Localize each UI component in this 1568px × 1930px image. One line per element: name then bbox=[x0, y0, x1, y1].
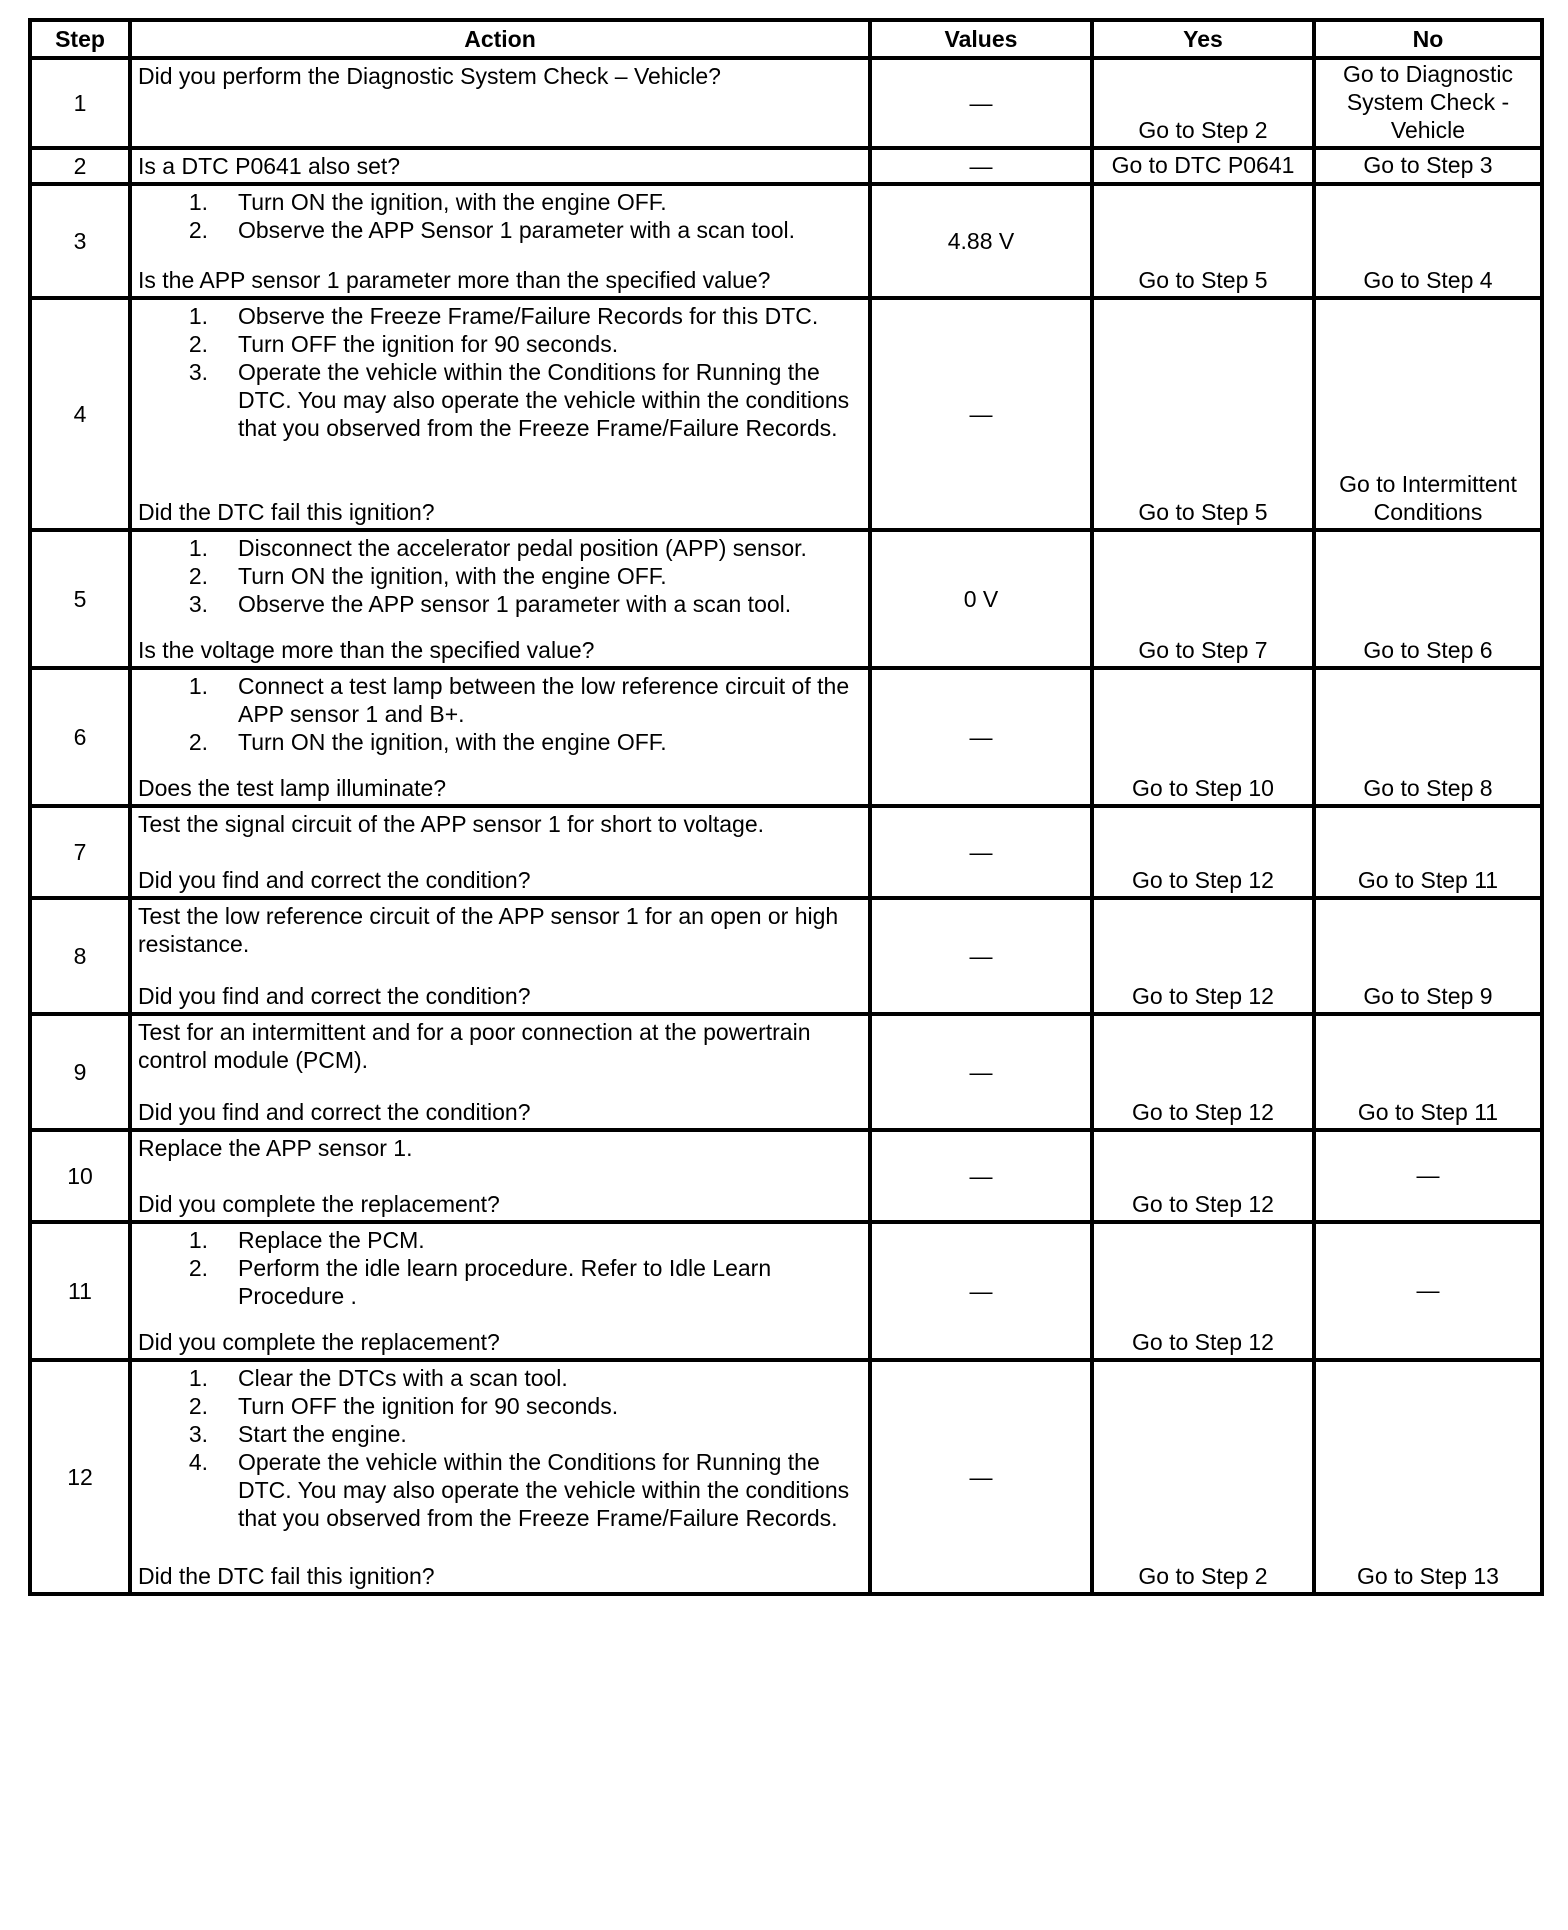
header-values: Values bbox=[870, 20, 1092, 58]
action-step-list bbox=[138, 188, 860, 244]
values-cell: — bbox=[870, 298, 1092, 530]
action-cell bbox=[130, 806, 870, 898]
list-item-number: 3. bbox=[188, 1421, 208, 1447]
action-question: Does the test lamp illuminate? bbox=[138, 775, 447, 801]
table-header-row bbox=[30, 20, 1542, 58]
action-instruction: Did you perform the Diagnostic System Check – Vehicle? bbox=[138, 63, 721, 89]
list-item bbox=[138, 330, 860, 358]
list-item-text: Turn OFF the ignition for 90 seconds. bbox=[238, 331, 619, 357]
step-number: 2 bbox=[30, 148, 130, 184]
table-row bbox=[30, 148, 1542, 184]
action-cell bbox=[130, 1360, 870, 1594]
list-item-number: 2. bbox=[188, 1393, 208, 1419]
values-cell: — bbox=[870, 1222, 1092, 1360]
list-item-number: 1. bbox=[188, 535, 208, 561]
values-cell: — bbox=[870, 58, 1092, 148]
list-item-text: Replace the PCM. bbox=[238, 1227, 425, 1253]
list-item-number: 1. bbox=[188, 1227, 208, 1253]
list-item-number: 1. bbox=[188, 1365, 208, 1391]
action-cell bbox=[130, 184, 870, 298]
list-item bbox=[138, 216, 860, 244]
no-outcome: Go to Step 3 bbox=[1314, 148, 1542, 184]
table-row bbox=[30, 668, 1542, 806]
yes-outcome: Go to Step 7 bbox=[1092, 530, 1314, 668]
action-step-list bbox=[138, 1226, 860, 1310]
step-number: 8 bbox=[30, 898, 130, 1014]
list-item-number: 2. bbox=[188, 217, 208, 243]
action-question: Did you find and correct the condition? bbox=[138, 1099, 531, 1125]
table-row bbox=[30, 1014, 1542, 1130]
yes-outcome: Go to Step 12 bbox=[1092, 898, 1314, 1014]
step-number: 12 bbox=[30, 1360, 130, 1594]
list-item bbox=[138, 188, 860, 216]
list-item-text: Disconnect the accelerator pedal position (APP) sensor. bbox=[238, 535, 807, 561]
action-question: Is the APP sensor 1 parameter more than the specified value? bbox=[138, 267, 771, 293]
no-outcome: Go to Step 11 bbox=[1314, 1014, 1542, 1130]
action-instruction: Test the signal circuit of the APP sensor 1 for short to voltage. bbox=[138, 811, 765, 837]
list-item bbox=[138, 534, 860, 562]
list-item bbox=[138, 728, 860, 756]
action-step-list bbox=[138, 672, 860, 756]
yes-outcome: Go to Step 5 bbox=[1092, 298, 1314, 530]
action-cell bbox=[130, 1130, 870, 1222]
list-item-number: 1. bbox=[188, 303, 208, 329]
list-item-text: Observe the APP sensor 1 parameter with a scan tool. bbox=[238, 591, 792, 617]
list-item-text: Clear the DTCs with a scan tool. bbox=[238, 1365, 568, 1391]
header-step: Step bbox=[30, 20, 130, 58]
values-cell: — bbox=[870, 1360, 1092, 1594]
step-number: 1 bbox=[30, 58, 130, 148]
step-number: 6 bbox=[30, 668, 130, 806]
step-number: 9 bbox=[30, 1014, 130, 1130]
list-item-number: 1. bbox=[188, 189, 208, 215]
no-outcome: Go to Diagnostic System Check - Vehicle bbox=[1314, 58, 1542, 148]
table-row bbox=[30, 1222, 1542, 1360]
table-row bbox=[30, 530, 1542, 668]
values-cell: 0 V bbox=[870, 530, 1092, 668]
action-step-list bbox=[138, 302, 860, 442]
list-item-number: 2. bbox=[188, 729, 208, 755]
header-no: No bbox=[1314, 20, 1542, 58]
action-cell bbox=[130, 898, 870, 1014]
list-item-text: Observe the APP Sensor 1 parameter with a scan tool. bbox=[238, 217, 795, 243]
list-item-text: Turn ON the ignition, with the engine OFF. bbox=[238, 563, 667, 589]
list-item bbox=[138, 672, 860, 728]
list-item-text: Start the engine. bbox=[238, 1421, 407, 1447]
action-question: Did you find and correct the condition? bbox=[138, 867, 531, 893]
list-item bbox=[138, 302, 860, 330]
yes-outcome: Go to Step 2 bbox=[1092, 1360, 1314, 1594]
diagnostic-table bbox=[28, 18, 1544, 1596]
list-item-number: 2. bbox=[188, 1255, 208, 1281]
action-question: Did the DTC fail this ignition? bbox=[138, 499, 435, 525]
yes-outcome: Go to Step 2 bbox=[1092, 58, 1314, 148]
list-item bbox=[138, 1392, 860, 1420]
action-instruction: Is a DTC P0641 also set? bbox=[138, 153, 401, 179]
step-number: 7 bbox=[30, 806, 130, 898]
table-body bbox=[30, 58, 1542, 1594]
list-item bbox=[138, 590, 860, 618]
diagnostic-table-sheet bbox=[28, 18, 1540, 1596]
action-question: Did you find and correct the condition? bbox=[138, 983, 531, 1009]
list-item bbox=[138, 1420, 860, 1448]
list-item bbox=[138, 1448, 860, 1532]
action-instruction: Test for an intermittent and for a poor connection at the powertrain control module (PCM). bbox=[138, 1019, 811, 1073]
yes-outcome: Go to Step 12 bbox=[1092, 1014, 1314, 1130]
table-row bbox=[30, 58, 1542, 148]
list-item bbox=[138, 562, 860, 590]
list-item-text: Observe the Freeze Frame/Failure Records for this DTC. bbox=[238, 303, 819, 329]
action-step-list bbox=[138, 534, 860, 618]
step-number: 3 bbox=[30, 184, 130, 298]
table-row bbox=[30, 298, 1542, 530]
yes-outcome: Go to Step 12 bbox=[1092, 806, 1314, 898]
values-cell: — bbox=[870, 806, 1092, 898]
yes-outcome: Go to Step 5 bbox=[1092, 184, 1314, 298]
step-number: 11 bbox=[30, 1222, 130, 1360]
list-item-text: Operate the vehicle within the Conditions for Running the DTC. You may also operate the vehicle within the conditions that you observed from the Freeze Frame/Failure Records. bbox=[238, 359, 850, 441]
table-row bbox=[30, 806, 1542, 898]
header-action: Action bbox=[130, 20, 870, 58]
list-item-text: Connect a test lamp between the low reference circuit of the APP sensor 1 and B+. bbox=[238, 673, 850, 727]
list-item-text: Perform the idle learn procedure. Refer to Idle Learn Procedure . bbox=[238, 1255, 772, 1309]
list-item-text: Turn ON the ignition, with the engine OFF. bbox=[238, 189, 667, 215]
list-item bbox=[138, 1226, 860, 1254]
action-cell bbox=[130, 668, 870, 806]
values-cell: — bbox=[870, 668, 1092, 806]
no-outcome: — bbox=[1314, 1130, 1542, 1222]
action-cell bbox=[130, 1014, 870, 1130]
table-row bbox=[30, 898, 1542, 1014]
step-number: 10 bbox=[30, 1130, 130, 1222]
values-cell: 4.88 V bbox=[870, 184, 1092, 298]
action-cell bbox=[130, 1222, 870, 1360]
list-item-number: 3. bbox=[188, 591, 208, 617]
values-cell: — bbox=[870, 1014, 1092, 1130]
no-outcome: Go to Step 4 bbox=[1314, 184, 1542, 298]
list-item bbox=[138, 1254, 860, 1310]
yes-outcome: Go to DTC P0641 bbox=[1092, 148, 1314, 184]
list-item-number: 4. bbox=[188, 1449, 208, 1475]
action-question: Did you complete the replacement? bbox=[138, 1191, 500, 1217]
list-item-number: 2. bbox=[188, 331, 208, 357]
no-outcome: — bbox=[1314, 1222, 1542, 1360]
table-row bbox=[30, 184, 1542, 298]
table-row bbox=[30, 1130, 1542, 1222]
list-item-number: 3. bbox=[188, 359, 208, 385]
no-outcome: Go to Intermittent Conditions bbox=[1314, 298, 1542, 530]
list-item-text: Turn OFF the ignition for 90 seconds. bbox=[238, 1393, 619, 1419]
list-item-number: 2. bbox=[188, 563, 208, 589]
yes-outcome: Go to Step 12 bbox=[1092, 1222, 1314, 1360]
yes-outcome: Go to Step 12 bbox=[1092, 1130, 1314, 1222]
no-outcome: Go to Step 6 bbox=[1314, 530, 1542, 668]
action-question: Did you complete the replacement? bbox=[138, 1329, 500, 1355]
yes-outcome: Go to Step 10 bbox=[1092, 668, 1314, 806]
action-instruction: Replace the APP sensor 1. bbox=[138, 1135, 413, 1161]
step-number: 4 bbox=[30, 298, 130, 530]
values-cell: — bbox=[870, 898, 1092, 1014]
action-cell bbox=[130, 530, 870, 668]
values-cell: — bbox=[870, 148, 1092, 184]
action-step-list bbox=[138, 1364, 860, 1532]
header-yes: Yes bbox=[1092, 20, 1314, 58]
step-number: 5 bbox=[30, 530, 130, 668]
action-question: Did the DTC fail this ignition? bbox=[138, 1563, 435, 1589]
values-cell: — bbox=[870, 1130, 1092, 1222]
table-row bbox=[30, 1360, 1542, 1594]
list-item-text: Operate the vehicle within the Conditions for Running the DTC. You may also operate the vehicle within the conditions that you observed from the Freeze Frame/Failure Records. bbox=[238, 1449, 850, 1531]
action-cell bbox=[130, 148, 870, 184]
action-cell bbox=[130, 298, 870, 530]
action-instruction: Test the low reference circuit of the APP sensor 1 for an open or high resistance. bbox=[138, 903, 839, 957]
action-cell bbox=[130, 58, 870, 148]
list-item bbox=[138, 358, 860, 442]
list-item-text: Turn ON the ignition, with the engine OFF. bbox=[238, 729, 667, 755]
no-outcome: Go to Step 8 bbox=[1314, 668, 1542, 806]
no-outcome: Go to Step 13 bbox=[1314, 1360, 1542, 1594]
list-item-number: 1. bbox=[188, 673, 208, 699]
no-outcome: Go to Step 11 bbox=[1314, 806, 1542, 898]
no-outcome: Go to Step 9 bbox=[1314, 898, 1542, 1014]
list-item bbox=[138, 1364, 860, 1392]
action-question: Is the voltage more than the specified value? bbox=[138, 637, 595, 663]
